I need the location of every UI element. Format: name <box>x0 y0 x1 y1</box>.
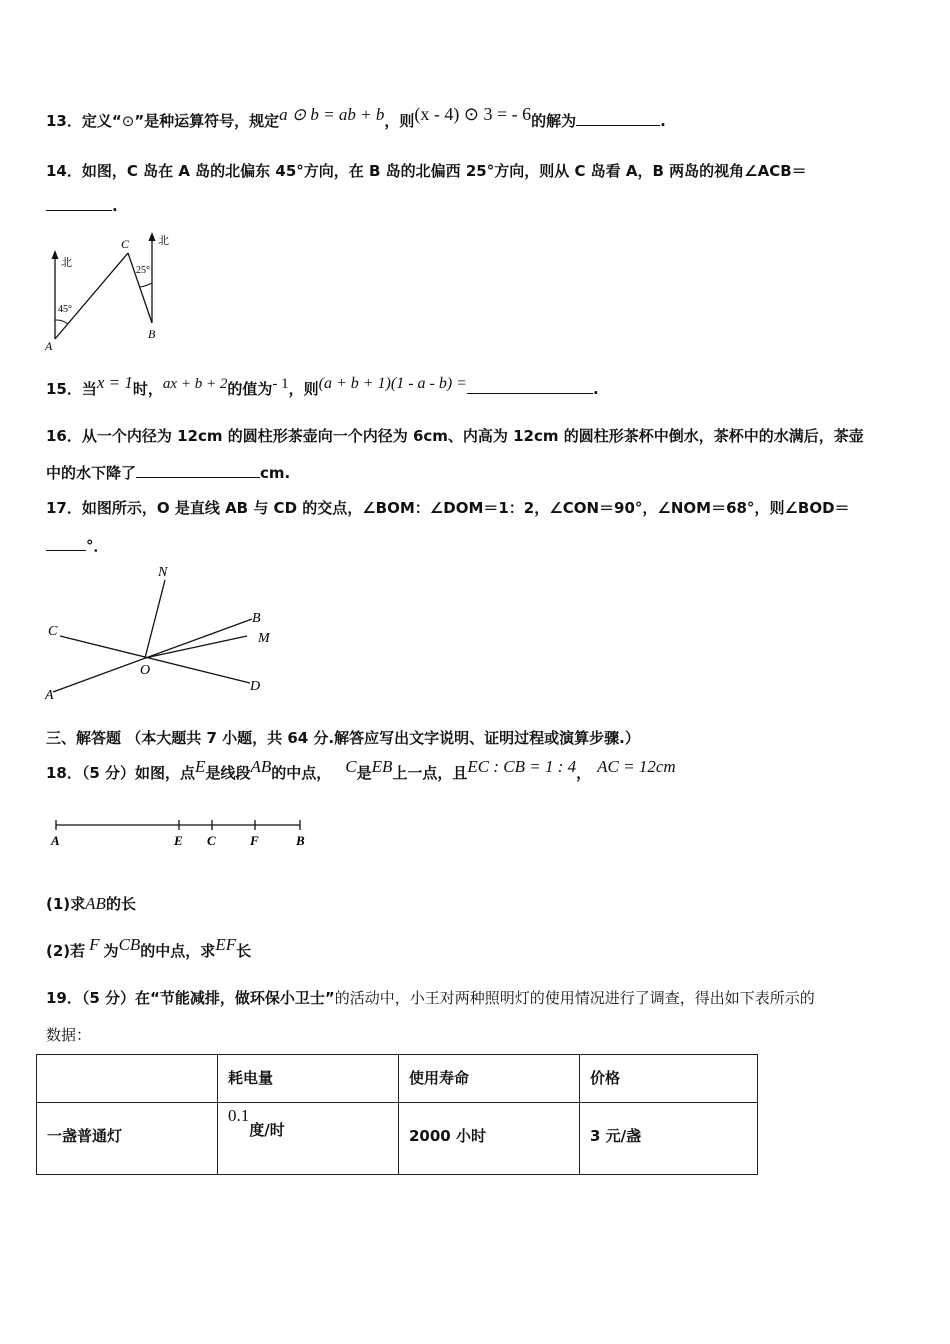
angle-45-label: 45° <box>58 304 72 315</box>
question-17-answer: °． <box>46 535 109 556</box>
table-cell: 2000 小时 <box>399 1103 580 1175</box>
question-16-cont: 中的水下降了 cm. <box>46 464 291 482</box>
question-15: 15．当x = 1时，ax + b + 2的值为- 1，则(a + b + 1)(1 - a - b) = . <box>46 373 599 398</box>
answer-blank[interactable] <box>467 379 593 394</box>
expression-formula: ax + b + 2 <box>162 376 228 392</box>
question-18-part-2: (2)若 F 为CB的中点，求EF长 <box>46 935 252 960</box>
angle-25-label: 25° <box>136 265 150 276</box>
rule-formula: a ⊙ b = ab + b <box>279 105 385 124</box>
question-19-cont: 数据： <box>46 1026 92 1044</box>
ratio-formula: EC : CB = 1 : 4 <box>467 757 577 776</box>
point-c-label: C <box>121 237 130 251</box>
condition-formula: x = 1 <box>96 373 133 392</box>
point-a-label: A <box>51 833 60 848</box>
odot-symbol: ⊙ <box>121 112 135 130</box>
equation-formula: (x - 4) ⊙ 3 = - 6 <box>414 104 532 124</box>
question-17: 17．如图所示，O 是直线 AB 与 CD 的交点，∠BOM：∠DOM＝1：2，∠CON＝90°，∠NOM＝68°，则∠BOD＝ <box>46 499 850 517</box>
point-a-label: A <box>45 339 53 353</box>
target-formula: (a + b + 1)(1 - a - b) = <box>318 375 467 392</box>
table-header-cell: 价格 <box>580 1055 758 1103</box>
question-18: 18．（5 分）如图，点E是线段AB的中点， C是EB上一点，且EC : CB = 1 : 4， AC = 12cm <box>46 757 676 782</box>
question-13: 13．定义“⊙”是种运算符号，规定a ⊙ b = ab + b，则(x - 4) ⊙ 3 = - 6的解为 . <box>46 104 666 130</box>
table-row <box>37 1103 758 1175</box>
point-d-label: D <box>250 679 261 694</box>
table-cell: 3 元/盏 <box>580 1103 758 1175</box>
answer-blank[interactable] <box>46 536 86 551</box>
point-m-label: M <box>258 631 270 646</box>
section-3-heading: 三、解答题 （本大题共 7 小题，共 64 分.解答应写出文字说明、证明过程或演算步骤.） <box>46 729 640 747</box>
value-formula: - 1 <box>272 376 289 392</box>
point-a-label: A <box>45 688 54 703</box>
figure-14 <box>40 226 190 356</box>
table-cell: 0.1度/时 <box>218 1103 399 1175</box>
answer-blank[interactable] <box>136 463 260 478</box>
point-f-label: F <box>250 833 259 848</box>
point-e-label: E <box>174 833 183 848</box>
figure-18 <box>48 815 318 855</box>
table-cell: 一盏普通灯 <box>37 1103 218 1175</box>
question-18-part-1: (1)求AB的长 <box>46 894 136 913</box>
north-label-b: 北 <box>158 235 169 247</box>
figure-17 <box>40 560 290 705</box>
point-n-label: N <box>158 565 168 580</box>
point-b-label: B <box>148 327 156 341</box>
answer-blank[interactable] <box>576 111 660 126</box>
question-16: 16．从一个内径为 12cm 的圆柱形茶壶向一个内径为 6cm、内高为 12cm 的圆柱形茶杯中倒水，茶杯中的水满后，茶壶 <box>46 427 864 445</box>
point-c-label: C <box>48 624 58 639</box>
question-19: 19．（5 分）在“节能减排，做环保小卫士”的活动中，小王对两种照明灯的使用情况进行了调查，得出如下表所示的 <box>46 989 815 1007</box>
point-c-label: C <box>207 833 216 848</box>
table-header-cell: 使用寿命 <box>399 1055 580 1103</box>
point-o-label: O <box>140 663 151 678</box>
north-label-a: 北 <box>61 257 72 269</box>
question-14-answer: . <box>46 196 118 215</box>
table-header-row <box>37 1055 758 1103</box>
table-header-cell: 耗电量 <box>218 1055 399 1103</box>
question-14: 14．如图，C 岛在 A 岛的北偏东 45°方向，在 B 岛的北偏西 25°方向，则从 C 岛看 A，B 两岛的视角∠ACB＝ <box>46 162 807 180</box>
lamp-data-table <box>36 1054 758 1175</box>
table-header-cell <box>37 1055 218 1103</box>
ac-length-formula: AC = 12cm <box>597 757 676 776</box>
point-b-label: B <box>252 611 261 626</box>
point-b-label: B <box>296 833 305 848</box>
answer-blank[interactable] <box>46 196 112 211</box>
